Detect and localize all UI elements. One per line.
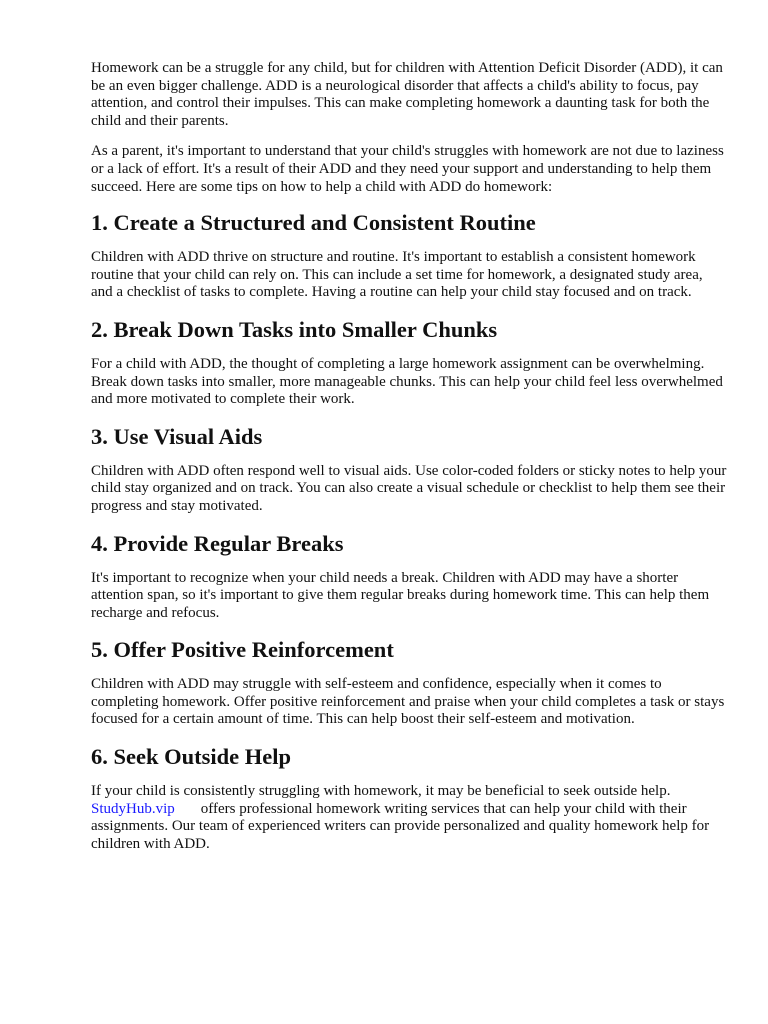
section-breaks — [91, 531, 727, 623]
section-heading: 1. Create a Structured and Consistent Routine — [91, 210, 536, 236]
section-heading: 2. Break Down Tasks into Smaller Chunks — [91, 316, 498, 342]
section-outside-help — [91, 744, 727, 853]
document-page — [91, 60, 727, 853]
section-body: For a child with ADD, the thought of completing a large homework assignment can be overwhelming. Break down tasks into smaller, more manageable chunks. This can help your child feel less overwhelmed and more motivated to complete their work. — [91, 355, 723, 408]
section-body: Children with ADD thrive on structure and routine. It's important to establish a consistent homework routine that your child can rely on. This can include a set time for homework, a designated study area, and a checklist of tasks to complete. Having a routine can help your child stay focused and on track. — [91, 249, 703, 301]
intro-paragraph-2: As a parent, it's important to understand that your child's struggles with homework are not due to laziness or a lack of effort. It's a result of their ADD and they need your support and understanding to help them succeed. Here are some tips on how to help a child with ADD do homework: — [91, 143, 724, 195]
studyhub-link[interactable]: StudyHub.vip — [91, 800, 175, 817]
section-heading: 5. Offer Positive Reinforcement — [91, 637, 394, 663]
intro-paragraph-1: Homework can be a struggle for any child, but for children with Attention Deficit Disorder (ADD), it can be an even bigger challenge. ADD is a neurological disorder that affects a child's ability to focus, pay attention, and control their impulses. This can make completing homework a daunting task for both the child and their parents. — [91, 60, 723, 129]
section-routine — [91, 210, 727, 302]
section-heading: 6. Seek Outside Help — [91, 744, 292, 770]
section-body: It's important to recognize when your child needs a break. Children with ADD may have a shorter attention span, so it's important to give them regular breaks during homework time. This can help them recharge and refocus. — [91, 569, 710, 621]
section-heading: 3. Use Visual Aids — [91, 423, 263, 449]
section-body-after-link: offers professional homework writing services that can help your child with their assignments. Our team of experienced writers can provide personalized and quality homework help for children with ADD. — [91, 800, 710, 852]
section-body — [91, 783, 727, 853]
section-visual-aids — [91, 424, 727, 516]
section-heading: 4. Provide Regular Breaks — [91, 530, 344, 556]
section-reinforcement — [91, 637, 727, 729]
section-chunks — [91, 317, 727, 409]
section-body: Children with ADD often respond well to visual aids. Use color-coded folders or sticky notes to help your child stay organized and on track. You can also create a visual schedule or checklist to help them see their progress and stay motivated. — [91, 462, 727, 514]
section-body-before-link: If your child is consistently struggling with homework, it may be beneficial to seek outside help. — [91, 783, 671, 800]
section-body: Children with ADD may struggle with self-esteem and confidence, especially when it comes to completing homework. Offer positive reinforcement and praise when your child completes a task or stays focused for a certain amount of time. This can help boost their self-esteem and motivation. — [91, 676, 725, 728]
